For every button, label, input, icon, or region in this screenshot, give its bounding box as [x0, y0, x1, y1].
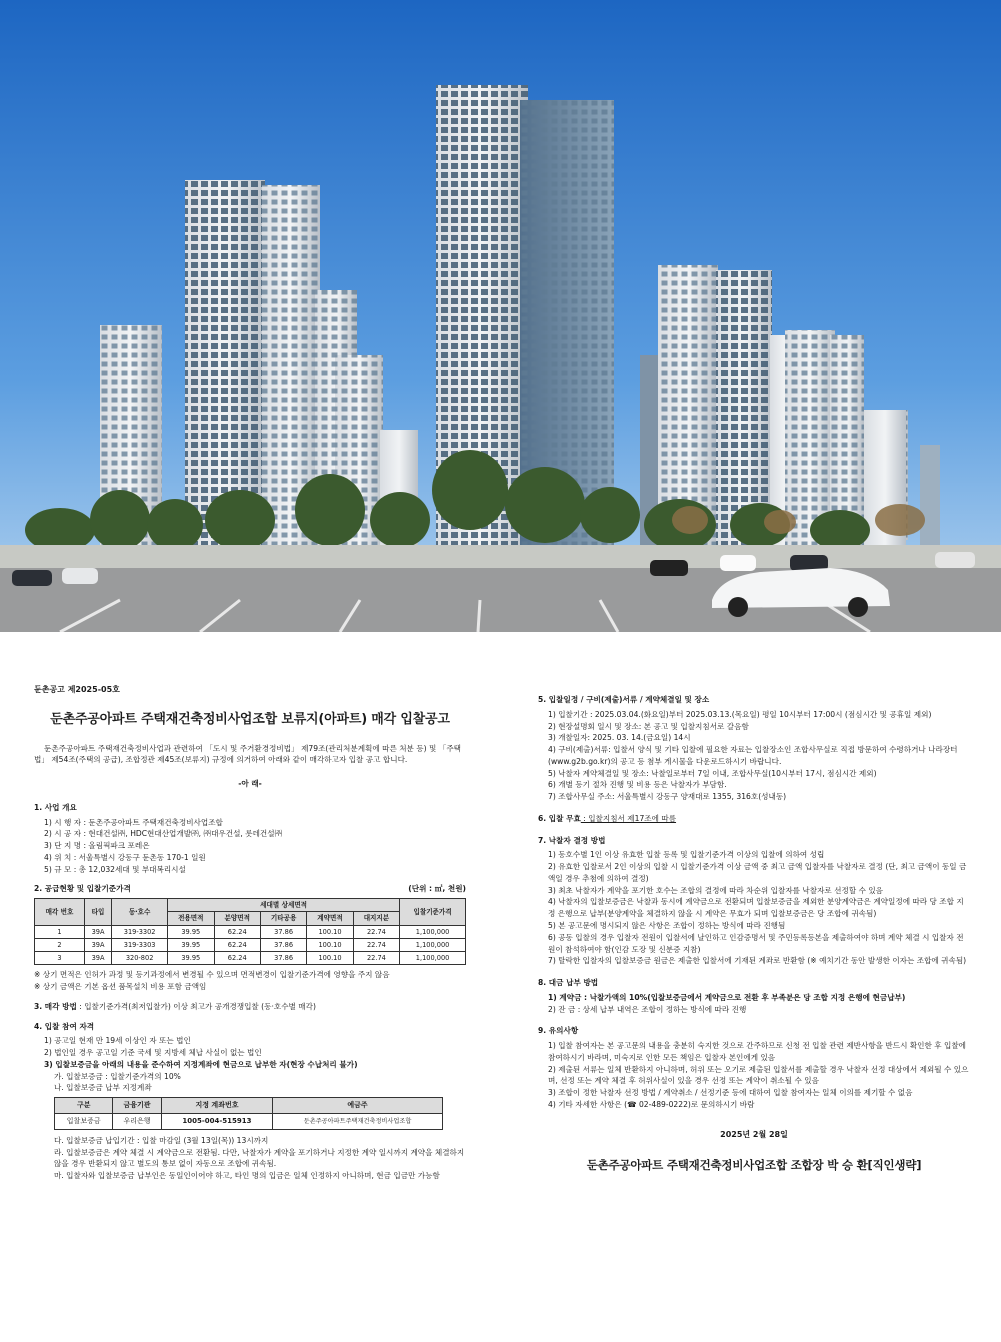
th-type: 타입 [84, 899, 111, 925]
th-sub: 대지지분 [353, 912, 399, 925]
th-unit: 동·호수 [112, 899, 168, 925]
section-1-item: 5) 규 모 : 총 12,032세대 및 부대복리시설 [44, 864, 186, 874]
section-5-item: 6) 개별 등기 절차 진행 및 비용 등은 낙찰자가 부담함. [548, 780, 727, 790]
cell: 39A [84, 925, 111, 938]
cell: 1,100,000 [400, 952, 466, 965]
section-4-subitem: 가. 입찰보증금 : 입찰기준가격의 10% [54, 1071, 181, 1081]
cell: 319-3302 [112, 925, 168, 938]
cell: 37.86 [260, 938, 306, 951]
cell: 100.10 [307, 952, 353, 965]
section-9-heading: 9. 유의사항 [538, 1026, 579, 1036]
cell: 우리은행 [113, 1114, 161, 1130]
cell: 둔촌주공아파트주택재건축정비사업조합 [273, 1114, 443, 1130]
account-th: 예금주 [273, 1098, 443, 1114]
section-4-subitem: 라. 입찰보증금은 계약 체결 시 계약금으로 전환됨. 다만, 낙찰자가 계약을 포기하거나 지정한 계약 일시까지 계약을 체결하지 않을 경우 반환되지 않고 별도의 통보 없이 자동으로 조합에 귀속됨. [54, 1147, 465, 1169]
th-detail: 세대별 상세면적 [168, 899, 400, 912]
section-4-item: 2) 법인일 경우 공고일 기준 국세 및 지방세 체납 사실이 없는 법인 [44, 1048, 262, 1058]
account-th: 금융기관 [113, 1098, 161, 1114]
section-2-unit: (단위 : ㎡, 천원) [408, 884, 466, 894]
notice-intro: 둔촌주공아파트 주택재건축정비사업과 관련하여 「도시 및 주거환경정비법」 제79조(관리처분계획에 따른 처분 등) 및 「주택법」 제54조(주택의 공급), 조합정관 제45조(보류지) 규정에 의거하여 아래와 같이 매각하고자 입찰 공고 합니다. [34, 743, 462, 765]
account-number: 1005-004-515913 [161, 1114, 273, 1130]
section-5-item: 4) 구비(제출)서류: 입찰서 양식 및 기타 입찰에 필요한 자료는 입찰장소인 조합사무실로 직접 방문하여 수령하거나 나라장터(www.g2b.go.kr)의 공고 등 첨부 게시물을 다운로드하시기 바랍니다. [548, 745, 958, 766]
th-no: 매각 번호 [35, 899, 85, 925]
cell: 100.10 [307, 938, 353, 951]
supply-table [34, 898, 466, 965]
th-sub: 분양면적 [214, 912, 260, 925]
table-row [35, 952, 466, 965]
section-8-heading: 8. 대금 납부 방법 [538, 978, 599, 988]
section-4-subitem: 나. 입찰보증금 납부 지정계좌 [54, 1083, 152, 1093]
table-note: ※ 상기 면적은 인허가 과정 및 등기과정에서 변경될 수 있으며 면적변경이 입찰기준가격에 영향을 주지 않음 [34, 970, 390, 980]
section-5-heading: 5. 입찰일정 / 구비(제출)서류 / 계약체결일 및 장소 [538, 695, 710, 704]
cell: 39A [84, 952, 111, 965]
section-2-heading: 2. 공급현황 및 입찰기준가격 [34, 884, 131, 894]
apartment-complex-photo [0, 0, 1001, 632]
section-1-item: 3) 단 지 명 : 올림픽파크 포레온 [44, 841, 150, 851]
cell: 1 [35, 925, 85, 938]
th-price: 입찰기준가격 [400, 899, 466, 925]
cell: 62.24 [214, 952, 260, 965]
section-3-heading: 3. 매각 방법 [34, 1001, 77, 1011]
th-sub: 기타공용 [260, 912, 306, 925]
photo-illustration [0, 0, 1001, 632]
right-column [538, 684, 970, 1175]
cell: 319-3303 [112, 938, 168, 951]
table-row [35, 938, 466, 951]
cell: 2 [35, 938, 85, 951]
cell: 39A [84, 938, 111, 951]
cell: 100.10 [307, 925, 353, 938]
section-1-item: 4) 위 치 : 서울특별시 강동구 둔촌동 170-1 일원 [44, 852, 206, 862]
section-4-item: 3) 입찰보증금을 아래의 내용을 준수하여 지정계좌에 현금으로 납부한 자(현장 수납처리 불가) [44, 1059, 358, 1069]
cell: 22.74 [353, 952, 399, 965]
center-mark: -아 래- [238, 779, 262, 789]
section-5-item: 7) 조합사무실 주소: 서울특별시 강동구 양재대로 1355, 316호(성내동) [548, 792, 787, 802]
section-9-item: 3) 조합이 정한 낙찰자 선정 방법 / 계약취소 / 선정기준 등에 대하여 입찰 참여자는 일체 이의를 제기할 수 없음 [548, 1088, 913, 1098]
section-7-item: 7) 탈락한 입찰자의 입찰보증금 원금은 제출한 입찰서에 기재된 계좌로 반환함 (※ 예치기간 동안 발생한 이자는 조합에 귀속됨) [548, 956, 967, 966]
section-1-heading: 1. 사업 개요 [34, 802, 77, 812]
section-4-item: 1) 공고일 현재 만 19세 이상인 자 또는 법인 [44, 1036, 191, 1046]
section-6 [538, 813, 970, 825]
section-9-item: 2) 제출된 서류는 일체 반환하지 아니하며, 허위 또는 오기로 제출된 입찰서를 제출할 경우 낙찰자 선정 대상에서 제외될 수 있으며, 선정 또는 계약 체결 후 허위사실이 있을 경우 선정 또는 계약이 취소될 수 있음 [548, 1064, 969, 1086]
notice-title: 둔촌주공아파트 주택재건축정비사업조합 보류지(아파트) 매각 입찰공고 [50, 712, 450, 728]
section-1-item: 1) 시 행 자 : 둔촌주공아파트 주택재건축정비사업조합 [44, 817, 223, 827]
section-8-item: 1) 계약금 : 낙찰가액의 10%(입찰보증금에서 계약금으로 전환 후 부족분은 당 조합 지정 은행에 현금납부) [548, 992, 906, 1002]
section-6-text: : 입찰지침서 제17조에 따름 [580, 813, 677, 823]
cell: 1,100,000 [400, 938, 466, 951]
section-7-item: 2) 유효한 입찰로서 2인 이상의 입찰 시 입찰기준가격 이상 금액 중 최고 금액 입찰자를 낙찰자로 결정 (단, 최고 금액이 동일 금액일 경우 추첨에 의하여 결정) [548, 862, 967, 883]
section-4-heading: 4. 입찰 참여 자격 [34, 1021, 95, 1031]
bid-notice-document [0, 632, 1001, 1342]
account-th: 구분 [55, 1098, 113, 1114]
cell: 320-802 [112, 952, 168, 965]
cell: 62.24 [214, 938, 260, 951]
section-7-item: 1) 동호수별 1인 이상 유효한 입찰 등록 및 입찰기준가격 이상의 입찰에 의하여 성립 [548, 850, 825, 860]
th-sub: 전용면적 [168, 912, 214, 925]
table-row [55, 1114, 443, 1130]
cell: 37.86 [260, 952, 306, 965]
section-4-subitem: 마. 입찰자와 입찰보증금 납부인은 동일인이어야 하고, 타인 명의 입금은 일체 인정하지 아니하며, 현금 입금만 가능함 [54, 1171, 440, 1181]
section-6-heading: 6. 입찰 무효 [538, 813, 581, 823]
section-7-item: 5) 본 공고문에 명시되지 않은 사항은 조합이 정하는 방식에 따라 진행됨 [548, 921, 786, 931]
section-7-item: 3) 최초 낙찰자가 계약을 포기한 호수는 조합의 결정에 따라 차순위 입찰자를 낙찰자로 선정할 수 있음 [548, 885, 884, 895]
section-5-item: 1) 입찰기간 : 2025.03.04.(화요일)부터 2025.03.13.(목요일) 평일 10시부터 17:00시 (점심시간 및 공휴일 제외) [548, 709, 932, 719]
section-8-item: 2) 잔 금 : 상세 납부 내역은 조합이 정하는 방식에 따라 진행 [548, 1004, 747, 1014]
section-9-item: 1) 입찰 참여자는 본 공고문의 내용을 충분히 숙지한 것으로 간주하므로 신청 전 입찰 관련 제반사항을 반드시 확인한 후 입찰에 참여하시기 바라며, 미숙지로 인한 모든 책임은 입찰자 본인에게 있음 [548, 1041, 967, 1062]
table-row [35, 925, 466, 938]
section-5-item: 2) 현장설명회 일시 및 장소: 본 공고 및 입찰지침서로 갈음함 [548, 721, 749, 731]
left-column [34, 684, 466, 1182]
section-4-subitem: 다. 입찰보증금 납입기간 : 입찰 마감일 (3월 13일(목)) 13시까지 [54, 1135, 269, 1145]
section-2-header [34, 883, 466, 895]
section-3-text: : 입찰기준가격(최저입찰가) 이상 최고가 공개경쟁입찰 (동·호수별 매각) [76, 1001, 316, 1011]
section-7-heading: 7. 낙찰자 결정 방법 [538, 835, 606, 845]
cell: 39.95 [168, 925, 214, 938]
cell: 37.86 [260, 925, 306, 938]
section-1-item: 2) 시 공 자 : 현대건설㈜, HDC현대산업개발㈜, ㈜대우건설, 롯데건설㈜ [44, 829, 283, 839]
section-3 [34, 1001, 466, 1013]
cell: 22.74 [353, 925, 399, 938]
table-note: ※ 상기 금액은 기본 옵션 품목설치 비용 포함 금액임 [34, 982, 207, 992]
section-7-item: 6) 공동 입찰의 경우 입찰자 전원이 입찰서에 날인하고 인감증명서 및 주민등록등본을 제출하여야 하며 계약 체결 시 입찰자 전원이 참석하여야 함(인감 도장 및 신분증 지참) [548, 932, 964, 954]
section-5-item: 3) 개찰일자: 2025. 03. 14.(금요일) 14시 [548, 733, 691, 743]
notice-number: 둔촌공고 제2025-05호 [34, 685, 120, 694]
cell: 3 [35, 952, 85, 965]
notice-signature: 둔촌주공아파트 주택재건축정비사업조합 조합장 박 승 환[직인생략] [586, 1158, 922, 1173]
notice-date: 2025년 2월 28일 [720, 1129, 788, 1139]
cell: 입찰보증금 [55, 1114, 113, 1130]
section-9-item: 4) 기타 자세한 사항은 (☎ 02-489-0222)로 문의하시기 바람 [548, 1099, 755, 1109]
account-th: 지정 계좌번호 [161, 1098, 273, 1114]
cell: 22.74 [353, 938, 399, 951]
section-5-item: 5) 낙찰자 계약체결일 및 장소: 낙찰일로부터 7일 이내, 조합사무실(10시부터 17시, 점심시간 제외) [548, 768, 877, 778]
th-sub: 계약면적 [307, 912, 353, 925]
cell: 1,100,000 [400, 925, 466, 938]
cell: 39.95 [168, 952, 214, 965]
section-7-item: 4) 낙찰자의 입찰보증금은 낙찰과 동시에 계약금으로 전환되며 입찰보증금을 제외한 분양계약금은 계약일정에 따라 당 조합 지정 은행으로 납부(분양계약을 체결하지 않을 시 계약은 무효가 되며 입찰보증금은 당 조합에 귀속됨) [548, 897, 964, 919]
cell: 62.24 [214, 925, 260, 938]
account-table [54, 1097, 443, 1130]
cell: 39.95 [168, 938, 214, 951]
